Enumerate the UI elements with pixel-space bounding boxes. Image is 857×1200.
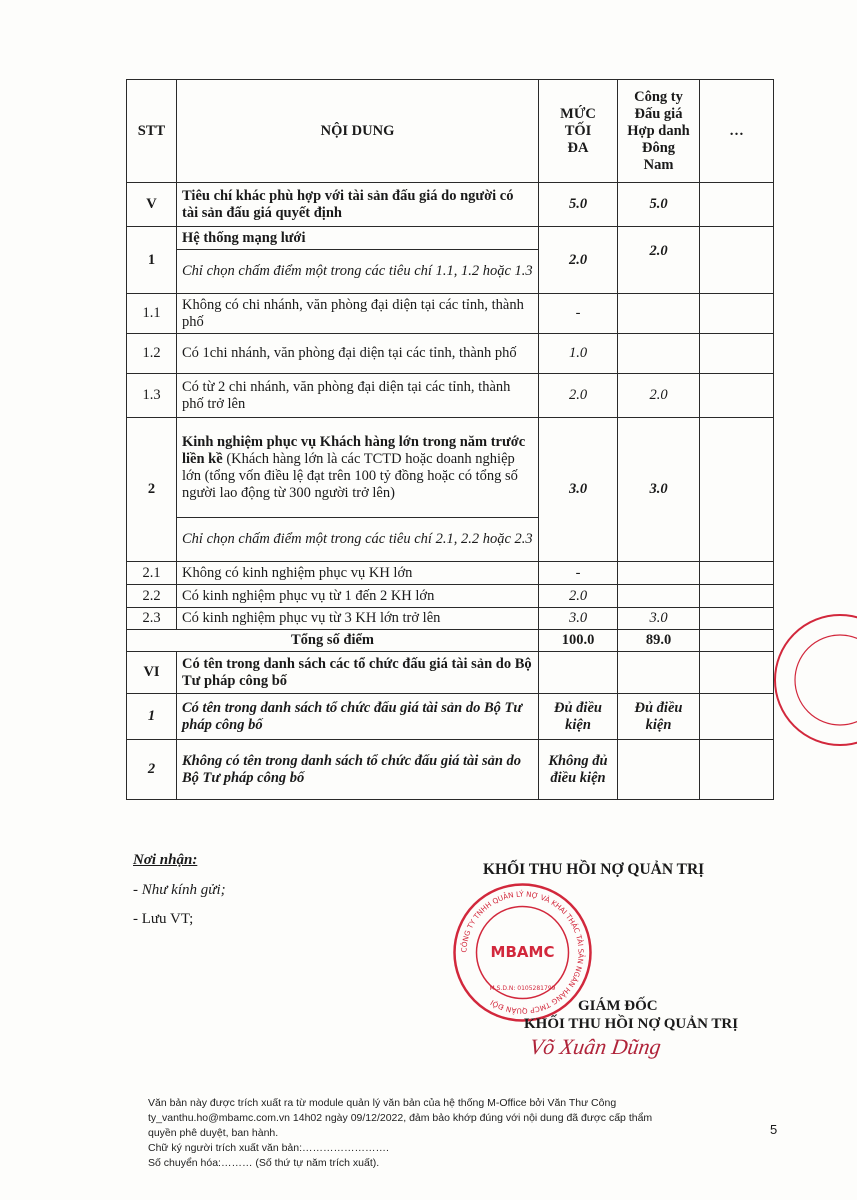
row-content: Có 1chi nhánh, văn phòng đại diện tại các tỉnh, thành phố	[177, 334, 539, 374]
row-company: 3.0	[618, 418, 700, 562]
row-company	[618, 562, 700, 585]
row-stt: 1.1	[127, 294, 177, 334]
row-more	[700, 294, 774, 334]
row-max: 2.0	[539, 585, 618, 608]
recipients-title: Nơi nhận:	[133, 852, 198, 868]
row-max: -	[539, 562, 618, 585]
footer-note	[148, 1096, 713, 1171]
row-content-bold: Hệ thống mạng lưới	[177, 227, 539, 250]
row-content-bold: Kinh nghiệm phục vụ Khách hàng lớn trong năm trước liền kề	[182, 433, 526, 467]
row-company: 2.0	[618, 374, 700, 418]
header-company-line2: Đấu giá	[634, 105, 683, 122]
row-stt: VI	[127, 652, 177, 694]
header-company-line4: Đông	[641, 139, 676, 156]
row-content: Không có tên trong danh sách tổ chức đấu giá tài sản do Bộ Tư pháp công bố	[177, 740, 539, 800]
signature-role: GIÁM ĐỐC	[578, 998, 658, 1014]
row-more	[700, 334, 774, 374]
footer-line: Văn bản này được trích xuất ra từ module quản lý văn bản của hệ thống M-Office bởi Văn Thư Công	[148, 1097, 617, 1109]
table-row	[127, 294, 774, 334]
partial-stamp	[760, 605, 857, 755]
stamp-logo: MBAMC	[490, 943, 555, 961]
row-company: 3.0	[618, 608, 700, 630]
table-row	[127, 374, 774, 418]
table-row	[127, 227, 774, 250]
header-more: …	[700, 80, 774, 183]
row-more	[700, 227, 774, 294]
row-stt: 1.3	[127, 374, 177, 418]
total-max: 100.0	[539, 630, 618, 652]
row-content: Có tên trong danh sách các tổ chức đấu giá tài sản do Bộ Tư pháp công bố	[177, 652, 539, 694]
row-company	[618, 652, 700, 694]
recipient-item: - Lưu VT;	[133, 911, 194, 927]
footer-line: Số chuyển hóa:……… (Số thứ tự năm trích xuất).	[148, 1157, 380, 1169]
row-max: Không đủ điều kiện	[539, 740, 618, 800]
recipient-item: - Như kính gửi;	[133, 882, 226, 898]
row-max: 1.0	[539, 334, 618, 374]
table-header-row	[127, 80, 774, 183]
row-max: 2.0	[539, 227, 618, 294]
row-company: 2.0	[618, 227, 700, 294]
row-stt: 2.3	[127, 608, 177, 630]
row-content: Không có chi nhánh, văn phòng đại diện tại các tỉnh, thành phố	[177, 294, 539, 334]
signature-name: Võ Xuân Dũng	[528, 1034, 663, 1059]
header-company-line5: Nam	[643, 156, 674, 173]
row-stt: 2	[127, 740, 177, 800]
row-max: Đủ điều kiện	[539, 694, 618, 740]
row-more	[700, 418, 774, 562]
row-company	[618, 294, 700, 334]
table-row	[127, 334, 774, 374]
row-content: Có kinh nghiệm phục vụ từ 3 KH lớn trở lên	[177, 608, 539, 630]
footer-line: Chữ ký người trích xuất văn bản:…………………….	[148, 1142, 389, 1154]
row-content: Có từ 2 chi nhánh, văn phòng đại diện tại các tỉnh, thành phố trở lên	[177, 374, 539, 418]
row-stt: 2.2	[127, 585, 177, 608]
total-company: 89.0	[618, 630, 700, 652]
row-max: 3.0	[539, 418, 618, 562]
row-stt: 1	[127, 227, 177, 294]
row-content-italic: Chỉ chọn chấm điểm một trong các tiêu chí 2.1, 2.2 hoặc 2.3	[177, 518, 539, 562]
table-row	[127, 740, 774, 800]
header-company-line3: Hợp danh	[627, 122, 690, 139]
row-content: Không có kinh nghiệm phục vụ KH lớn	[177, 562, 539, 585]
footer-line: quyền phê duyệt, ban hành.	[148, 1127, 279, 1139]
table-row	[127, 418, 774, 518]
table-total-row	[127, 630, 774, 652]
company-stamp	[450, 880, 595, 1025]
table-row	[127, 608, 774, 630]
header-max-line1: MỨC	[560, 105, 596, 122]
table-row	[127, 652, 774, 694]
header-content: NỘI DUNG	[177, 80, 539, 183]
header-company-line1: Công ty	[634, 88, 683, 105]
row-company	[618, 740, 700, 800]
footer-line: ty_vanthu.ho@mbamc.com.vn 14h02 ngày 09/12/2022, đảm bảo khớp đúng với nội dung đã được cấp thẩm	[148, 1112, 653, 1124]
row-stt: 1.2	[127, 334, 177, 374]
page-number: 5	[770, 1122, 778, 1137]
stamp-tax-code: M.S.D.N: 0105281799	[489, 985, 556, 992]
row-stt: V	[127, 183, 177, 227]
row-max: -	[539, 294, 618, 334]
row-content	[177, 418, 539, 518]
row-more	[700, 562, 774, 585]
table-row	[127, 585, 774, 608]
row-content: Có kinh nghiệm phục vụ từ 1 đến 2 KH lớn	[177, 585, 539, 608]
recipients-block	[133, 852, 226, 940]
row-company: 5.0	[618, 183, 700, 227]
row-stt: 1	[127, 694, 177, 740]
row-content-normal: (Khách hàng lớn là các TCTD hoặc doanh nghiệp lớn (tổng vốn điều lệ đạt trên 100 tỷ đồng hoặc có tổng số người lao động từ 300 người trở lên)	[182, 450, 518, 501]
row-more	[700, 183, 774, 227]
table-row	[127, 694, 774, 740]
table-row	[127, 562, 774, 585]
stamp-ring-text: CÔNG TY TNHH QUẢN LÝ NỢ VÀ KHAI THÁC TÀI SẢN NGÂN HÀNG TMCP QUÂN ĐỘI	[459, 889, 586, 1016]
header-max-line2: TỐI	[564, 122, 592, 139]
total-label: Tổng số điểm	[127, 630, 539, 652]
row-content: Có tên trong danh sách tổ chức đấu giá tài sản do Bộ Tư pháp công bố	[177, 694, 539, 740]
row-company	[618, 585, 700, 608]
header-company	[618, 80, 700, 183]
header-max-line3: ĐA	[567, 139, 589, 156]
row-stt: 2	[127, 418, 177, 562]
row-more	[700, 374, 774, 418]
row-stt: 2.1	[127, 562, 177, 585]
header-stt: STT	[127, 80, 177, 183]
row-company: Đủ điều kiện	[618, 694, 700, 740]
row-max	[539, 652, 618, 694]
scoring-table	[126, 79, 774, 800]
row-max: 3.0	[539, 608, 618, 630]
row-content: Tiêu chí khác phù hợp với tài sản đấu giá do người có tài sản đấu giá quyết định	[177, 183, 539, 227]
row-company	[618, 334, 700, 374]
row-max: 2.0	[539, 374, 618, 418]
row-max: 5.0	[539, 183, 618, 227]
table-row	[127, 183, 774, 227]
header-max-score	[539, 80, 618, 183]
signature-title: KHỐI THU HỒI NỢ QUẢN TRỊ	[483, 861, 705, 878]
signature-dept: KHỐI THU HỒI NỢ QUẢN TRỊ	[524, 1016, 739, 1032]
row-content-italic: Chỉ chọn chấm điểm một trong các tiêu chí 1.1, 1.2 hoặc 1.3	[177, 250, 539, 294]
